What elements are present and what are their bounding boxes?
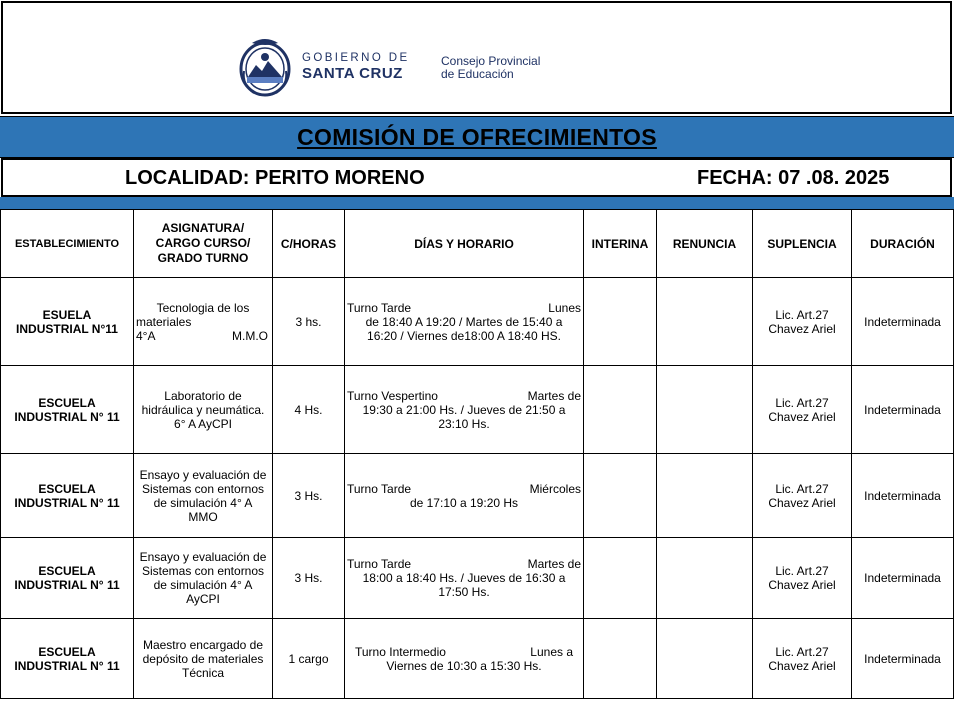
dias-line1: de 18:40 A 19:20 / Martes de 15:40 a (365, 314, 563, 329)
asig-line1: Ensayo y evaluación de (139, 550, 267, 564)
col-horas: C/HORAS (273, 210, 345, 278)
cell-duracion: Indeterminada (852, 619, 954, 699)
page-title: COMISIÓN DE OFRECIMIENTOS (297, 123, 657, 150)
gobierno-wordmark (302, 52, 410, 82)
cell-asignatura (134, 454, 273, 538)
asig-line2: Sistemas con entornos (141, 564, 265, 578)
col-suplencia: SUPLENCIA (753, 210, 852, 278)
col-asignatura-line3: GRADO TURNO (157, 251, 249, 265)
est-line2: INDUSTRIAL N° 11 (14, 409, 120, 424)
sup-line1: Lic. Art.27 (775, 307, 829, 322)
dias-dia: Miércoles (529, 481, 581, 496)
cell-establecimiento (1, 278, 134, 366)
asig-line1: Laboratorio de (164, 388, 242, 403)
asig-line2: depósito de materiales (142, 651, 264, 666)
est-line1: ESCUELA (38, 481, 96, 496)
dias-dia: Martes de (527, 388, 581, 403)
table-header-row (1, 210, 954, 278)
dias-top (347, 557, 581, 571)
col-renuncia: RENUNCIA (657, 210, 753, 278)
cell-interina (584, 278, 657, 366)
asig-turno: M.M.O (232, 328, 268, 343)
asig-line3: de simulación 4° A (153, 578, 253, 592)
fecha-label: FECHA: 07 .08. 2025 (697, 167, 890, 189)
cell-renuncia (657, 278, 753, 366)
cell-duracion: Indeterminada (852, 278, 954, 366)
cell-interina (584, 538, 657, 619)
cell-suplencia (753, 538, 852, 619)
separator-band (0, 197, 954, 209)
sup-line2: Chavez Ariel (768, 658, 836, 673)
cell-renuncia (657, 619, 753, 699)
est-line1: ESCUELA (38, 564, 96, 578)
cell-suplencia (753, 278, 852, 366)
cell-suplencia (753, 454, 852, 538)
dias-turno: Turno Intermedio (355, 644, 446, 659)
sup-line1: Lic. Art.27 (775, 644, 829, 659)
dias-dia: Lunes (548, 300, 581, 315)
dias-top (355, 645, 573, 659)
est-line2: INDUSTRIAL N° 11 (14, 495, 120, 510)
sup-line1: Lic. Art.27 (775, 481, 829, 496)
est-line1: ESUELA (42, 307, 92, 322)
dias-turno: Turno Vespertino (347, 388, 438, 403)
asig-line3: Técnica (181, 665, 225, 680)
cell-dias (345, 366, 584, 454)
cell-duracion: Indeterminada (852, 538, 954, 619)
cell-dias (345, 538, 584, 619)
table-row (1, 278, 954, 366)
sup-line1: Lic. Art.27 (775, 564, 829, 578)
cell-interina (584, 619, 657, 699)
table-row (1, 619, 954, 699)
sup-line2: Chavez Ariel (768, 409, 836, 424)
dias-line2: 23:10 Hs. (438, 416, 490, 431)
col-asignatura-line2: CARGO CURSO/ (155, 236, 251, 250)
cell-asignatura (134, 538, 273, 619)
dias-line2: 16:20 / Viernes de18:00 A 18:40 HS. (367, 328, 561, 343)
col-dias: DÍAS Y HORARIO (345, 210, 584, 278)
table-row (1, 454, 954, 538)
asig-line3: de simulación 4° A (153, 495, 253, 510)
sup-line2: Chavez Ariel (768, 321, 836, 336)
col-establecimiento: ESTABLECIMIENTO (1, 210, 134, 278)
asig-line1: Ensayo y evaluación de (139, 467, 267, 482)
cell-horas: 3 Hs. (273, 538, 345, 619)
santa-cruz-seal-icon (238, 37, 292, 97)
sup-line2: Chavez Ariel (768, 578, 836, 592)
cell-horas: 3 Hs. (273, 454, 345, 538)
cell-establecimiento (1, 538, 134, 619)
cell-renuncia (657, 538, 753, 619)
cell-asignatura (134, 619, 273, 699)
dias-line1: 19:30 a 21:00 Hs. / Jueves de 21:50 a (362, 402, 566, 417)
asig-curso: 4°A (136, 328, 156, 343)
consejo-line-1: Consejo Provincial (441, 54, 541, 68)
dias-top (347, 482, 581, 496)
col-asignatura-line1: ASIGNATURA/ (161, 221, 245, 235)
dias-dia: Martes de (527, 557, 581, 571)
localidad-row (1, 158, 952, 197)
header-box (1, 1, 952, 114)
dias-line1: de 17:10 a 19:20 Hs (409, 495, 519, 510)
col-asignatura (134, 210, 273, 278)
cell-asignatura (134, 278, 273, 366)
asig-line3: 6° A AyCPI (174, 416, 232, 431)
asig-line3 (136, 329, 270, 343)
sup-line1: Lic. Art.27 (775, 395, 829, 410)
col-duracion: DURACIÓN (852, 210, 954, 278)
cell-horas: 4 Hs. (273, 366, 345, 454)
cell-establecimiento (1, 619, 134, 699)
asig-line2: Sistemas con entornos (141, 481, 265, 496)
dias-line2: 17:50 Hs. (438, 585, 490, 599)
cell-dias (345, 619, 584, 699)
consejo-label (441, 55, 540, 81)
table-row (1, 538, 954, 619)
gobierno-logo (238, 36, 410, 98)
cell-duracion: Indeterminada (852, 366, 954, 454)
col-interina: INTERINA (584, 210, 657, 278)
table-row (1, 366, 954, 454)
asig-line2: hidráulica y neumática. (141, 402, 265, 417)
consejo-line-2: de Educación (441, 67, 514, 81)
dias-turno: Turno Tarde (347, 557, 412, 571)
dias-top (347, 301, 581, 315)
dias-top (347, 389, 581, 403)
asig-line4: MMO (188, 509, 218, 524)
dias-dia: Lunes a (530, 644, 573, 659)
dias-turno: Turno Tarde (347, 300, 412, 315)
est-line2: INDUSTRIAL N° 11 (14, 658, 120, 673)
est-line2: INDUSTRIAL N° 11 (14, 578, 120, 592)
asig-line2: materiales (136, 314, 192, 329)
gobierno-label: GOBIERNO DE (302, 52, 410, 64)
dias-line1: 18:00 a 18:40 Hs. / Jueves de 16:30 a (362, 571, 566, 585)
cell-establecimiento (1, 454, 134, 538)
asig-line1: Maestro encargado de (142, 637, 264, 652)
cell-establecimiento (1, 366, 134, 454)
cell-duracion: Indeterminada (852, 454, 954, 538)
cell-horas: 1 cargo (273, 619, 345, 699)
est-line1: ESCUELA (38, 395, 96, 410)
dias-turno: Turno Tarde (347, 481, 412, 496)
cell-suplencia (753, 619, 852, 699)
title-band (0, 116, 954, 158)
est-line2: INDUSTRIAL N°11 (16, 321, 118, 336)
localidad-label: LOCALIDAD: PERITO MORENO (125, 167, 425, 189)
asig-line1: Tecnologia de los (156, 300, 250, 315)
cell-interina (584, 454, 657, 538)
cell-suplencia (753, 366, 852, 454)
cell-renuncia (657, 454, 753, 538)
cell-dias (345, 454, 584, 538)
santa-cruz-label: SANTA CRUZ (302, 65, 403, 82)
ofrecimientos-table (0, 209, 954, 699)
dias-line1: Viernes de 10:30 a 15:30 Hs. (386, 658, 542, 673)
cell-interina (584, 366, 657, 454)
est-line1: ESCUELA (38, 644, 96, 659)
asig-line4: AyCPI (186, 592, 220, 606)
cell-asignatura (134, 366, 273, 454)
cell-renuncia (657, 366, 753, 454)
cell-dias (345, 278, 584, 366)
sup-line2: Chavez Ariel (768, 495, 836, 510)
cell-horas: 3 hs. (273, 278, 345, 366)
